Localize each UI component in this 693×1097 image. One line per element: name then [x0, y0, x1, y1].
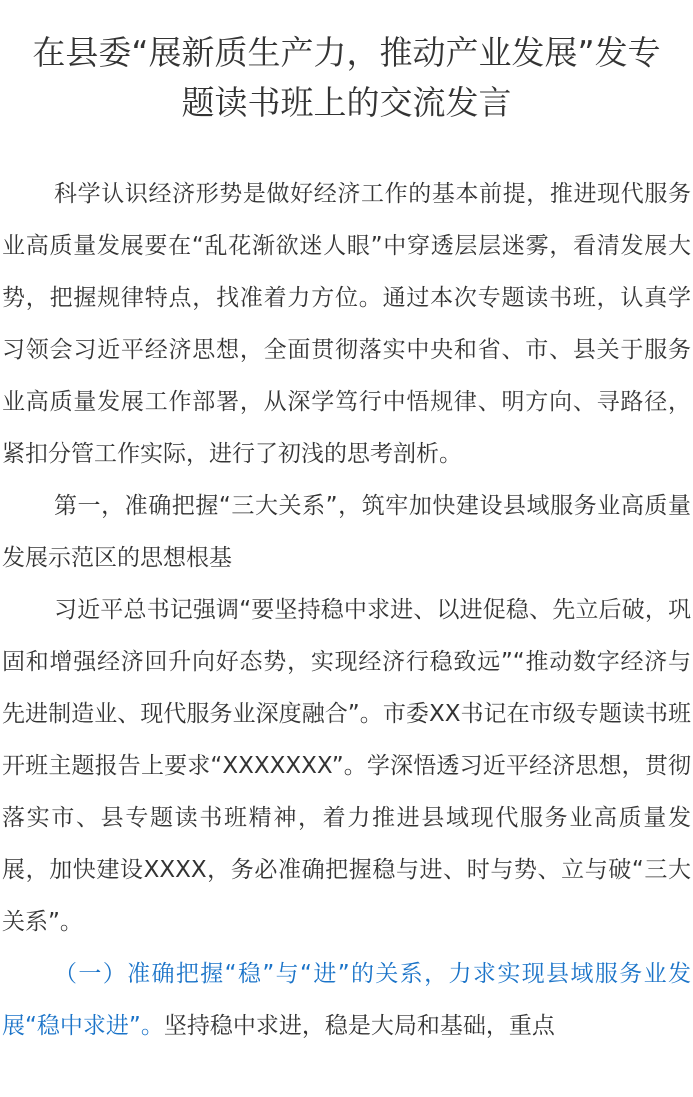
subsection-text-one: 坚持稳中求进，稳是大局和基础，重点 [163, 1013, 555, 1039]
section-heading-first: 第一，准确把握“三大关系”，筑牢加快建设县域服务业高质量发展示范区的思想根基 [2, 493, 691, 571]
paragraph-subsection-one [2, 948, 691, 1052]
article-title [0, 0, 693, 128]
paragraph-quote: 习近平总书记强调“要坚持稳中求进、以进促稳、先立后破，巩固和增强经济回升向好态势，实现经济行稳致远”“推动数字经济与先进制造业、现代服务业深度融合”。市委XX书记在市级专题读书班开班主题报告上要求“XXXXXXX”。学深悟透习近平经济思想，贯彻落实市、县专题读书班精神，着力推进县域现代服务业高质量发展，加快建设XXXX，务必准确把握稳与进、时与势、立与破“三大关系”。 [2, 597, 691, 935]
article-title-line-1: 在县委“展新质生产力，推动产业发展”发专 [32, 33, 661, 72]
article-body [0, 168, 693, 1052]
paragraph-intro: 科学认识经济形势是做好经济工作的基本前提，推进现代服务业高质量发展要在“乱花渐欲迷人眼”中穿透层层迷雾，看清发展大势，把握规律特点，找准着力方位。通过本次专题读书班，认真学习领会习近平经济思想，全面贯彻落实中央和省、市、县关于服务业高质量发展工作部署，从深学笃行中悟规律、明方向、寻路径，紧扣分管工作实际，进行了初浅的思考剖析。 [2, 181, 691, 467]
article-title-line-2: 题读书班上的交流发言 [181, 83, 512, 122]
subsection-heading-one: （一）准确把握“稳”与“进”的关系，力求实现县域服务业发展“稳中求进”。 [2, 961, 691, 1039]
